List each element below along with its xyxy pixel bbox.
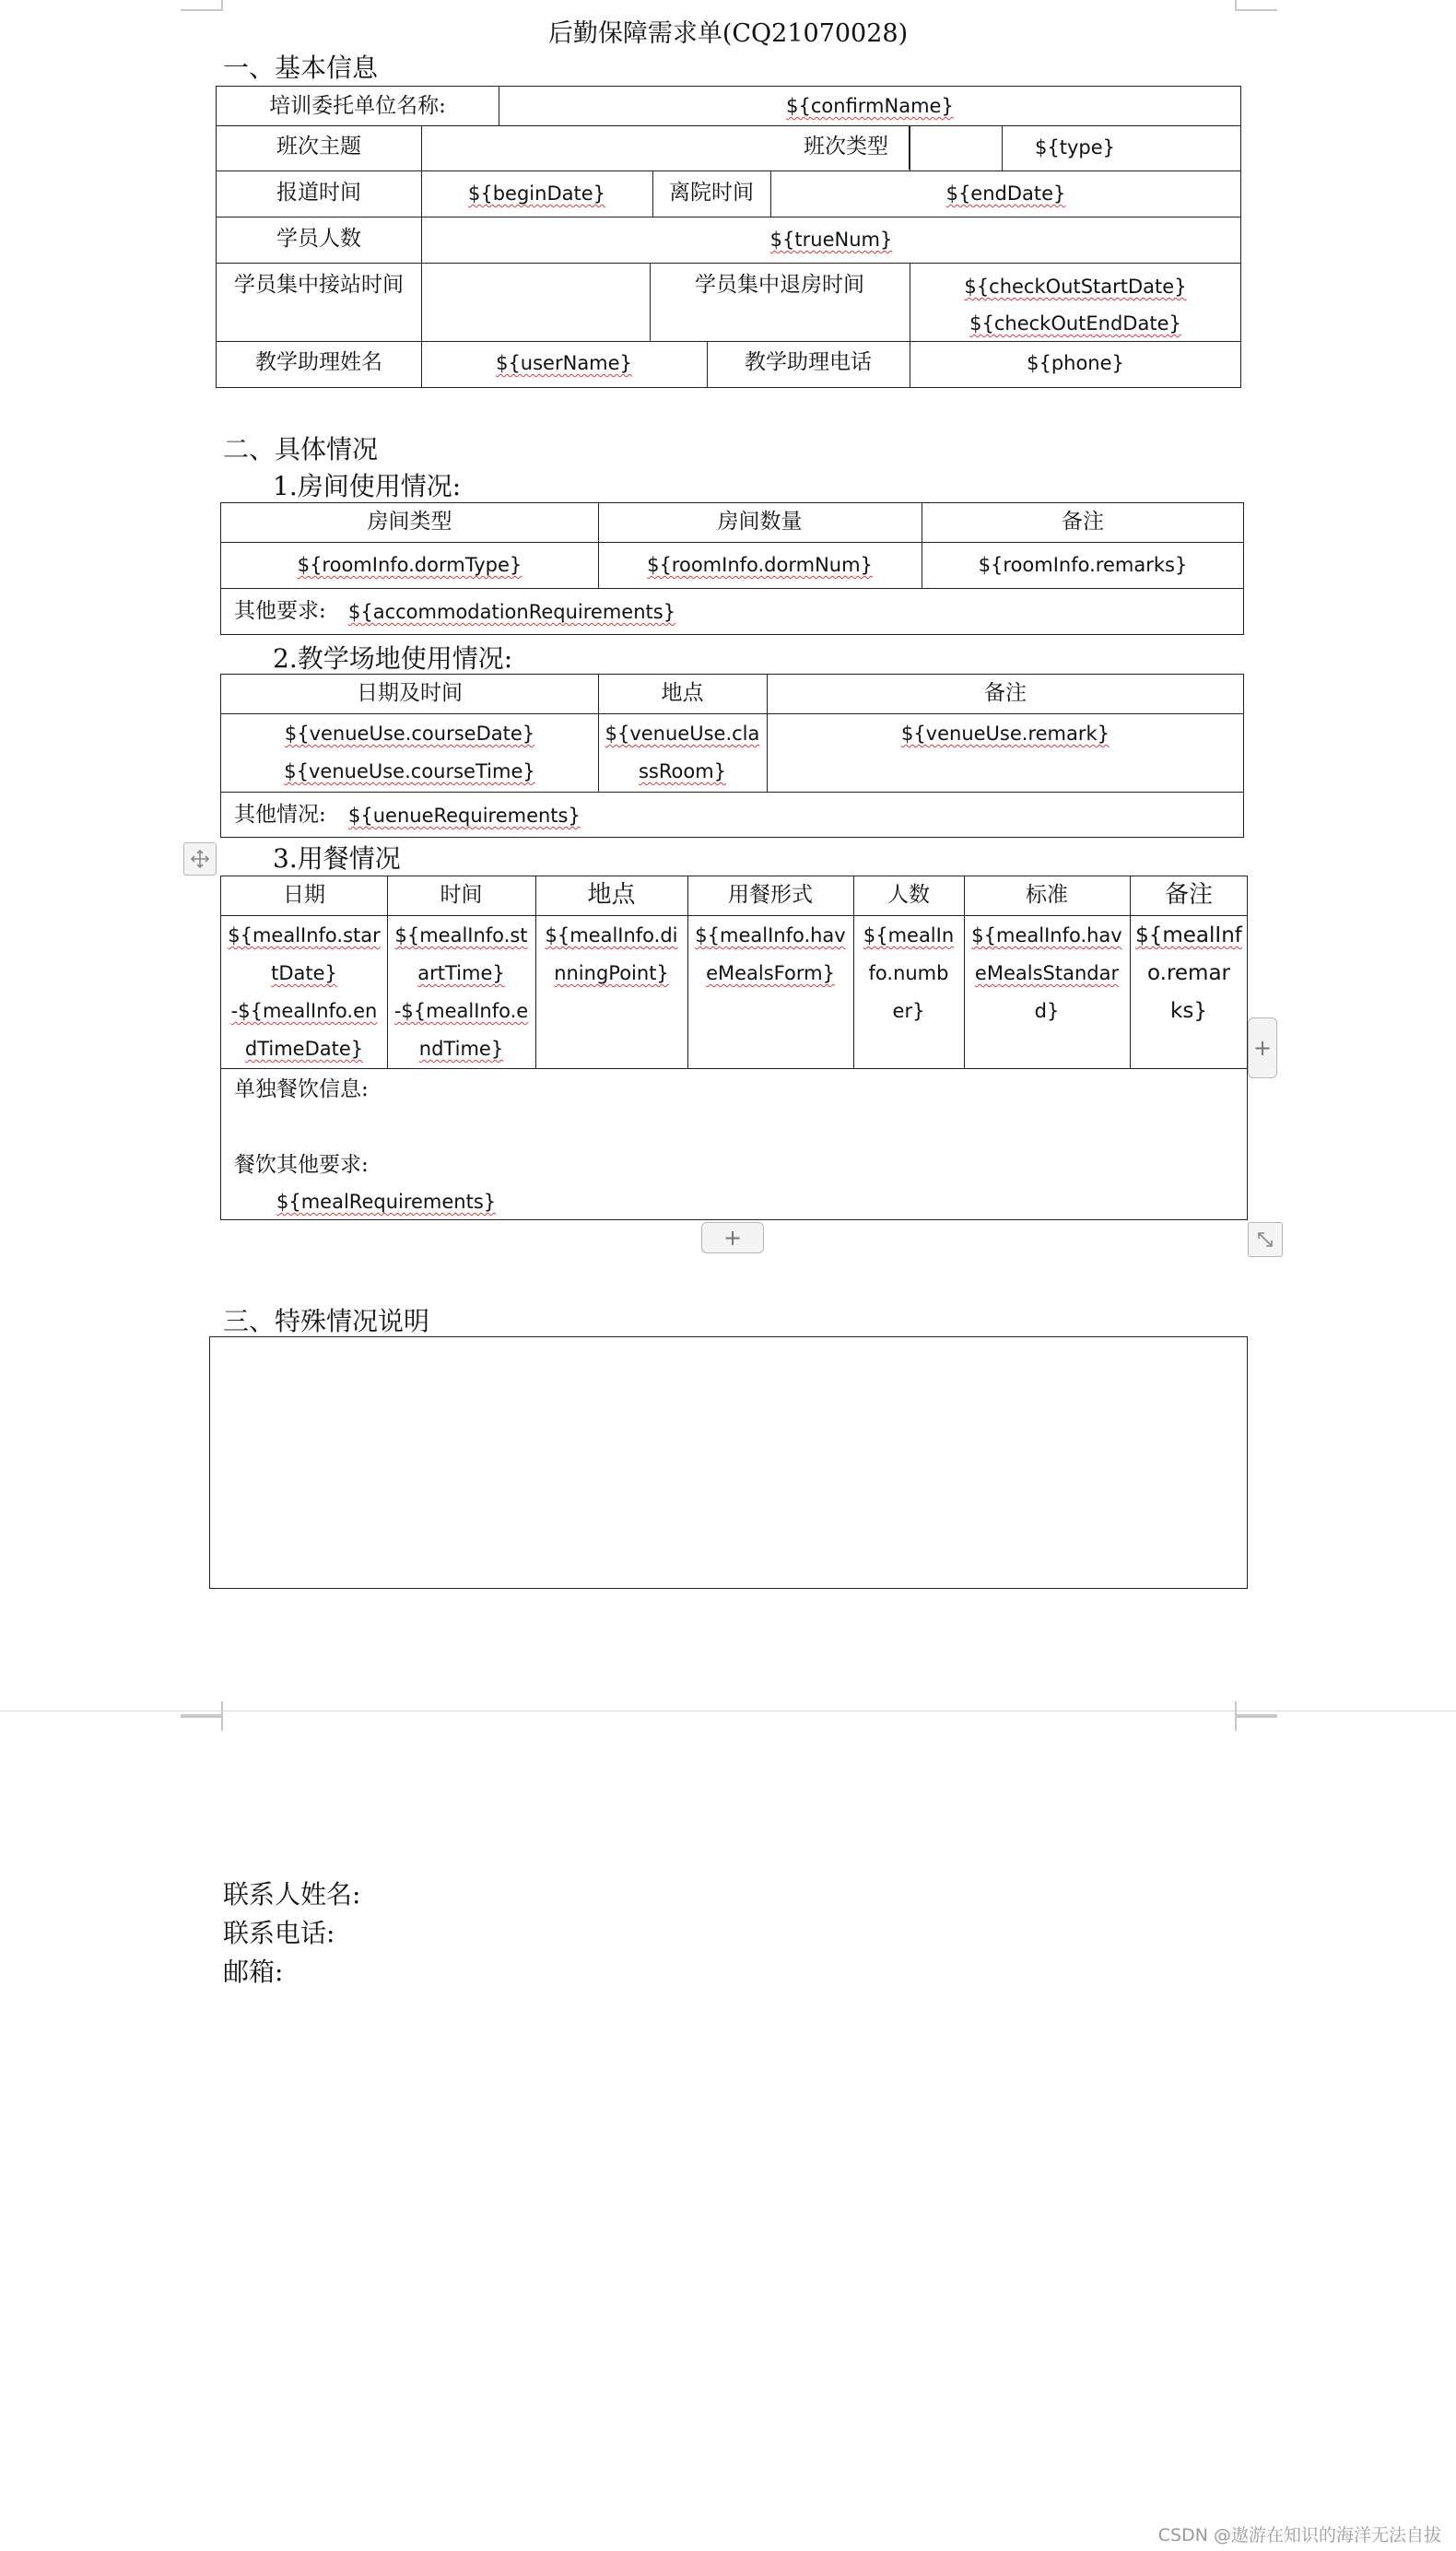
room-cell-count: ${roomInfo.dormNum}: [647, 554, 873, 576]
venue-cell-remark: ${venueUse.remark}: [900, 723, 1110, 745]
meal-header-form: 用餐形式: [728, 883, 813, 907]
value-checkout-time: ${checkOutStartDate} ${checkOutEndDate}: [964, 276, 1187, 335]
value-end-date: ${endDate}: [945, 182, 1066, 205]
room-header-count: 房间数量: [717, 510, 803, 534]
meal-header-place: 地点: [587, 881, 636, 909]
meal-usage-table: [220, 876, 1248, 1220]
section-basic-info-heading: 一、基本信息: [223, 53, 379, 83]
value-confirm-name: ${confirmName}: [786, 95, 954, 117]
venue-header-date: 日期及时间: [357, 681, 463, 705]
meal-header-time: 时间: [440, 883, 483, 907]
page-corner-mark: [181, 0, 223, 11]
section-details-heading: 二、具体情况: [223, 434, 379, 464]
venue-cell-date: ${venueUse.courseDate} ${venueUse.courseTime}: [284, 723, 535, 782]
contact-phone-label: 联系电话:: [223, 1918, 335, 1948]
page-corner-mark: [181, 1701, 223, 1716]
label-end-date: 离院时间: [669, 181, 754, 205]
meal-cell-remark: ${mealInf o.remar ks}: [1135, 923, 1242, 1023]
add-column-button[interactable]: +: [1248, 1017, 1277, 1078]
room-other-label: 其他要求:: [234, 599, 326, 623]
meal-header-remark: 备注: [1164, 881, 1213, 909]
meal-cell-place: ${mealInfo.di nningPoint}: [545, 924, 678, 984]
document-title: 后勤保障需求单(CQ21070028): [547, 19, 909, 48]
watermark: CSDN @遨游在知识的海洋无法自拔: [1157, 2525, 1441, 2545]
meal-single-label: 单独餐饮信息:: [234, 1077, 369, 1101]
value-begin-date: ${beginDate}: [468, 182, 605, 205]
contact-name-label: 联系人姓名:: [223, 1879, 361, 1910]
meal-other-label: 餐饮其他要求:: [234, 1153, 369, 1177]
venue-header-remark: 备注: [984, 681, 1027, 705]
venue-other-value: ${uenueRequirements}: [348, 805, 581, 827]
contact-email-label: 邮箱:: [223, 1957, 284, 1987]
label-confirm-name: 培训委托单位名称:: [269, 94, 446, 118]
room-usage-heading: 1.房间使用情况:: [273, 471, 462, 501]
label-class-theme: 班次主题: [276, 135, 361, 159]
table-move-handle-icon[interactable]: [183, 842, 217, 876]
label-begin-date: 报道时间: [276, 181, 361, 205]
meal-header-standard: 标准: [1026, 883, 1068, 907]
venue-cell-place: ${venueUse.cla ssRoom}: [605, 723, 760, 782]
room-header-remark: 备注: [1062, 510, 1104, 534]
venue-other-label: 其他情况:: [234, 803, 326, 827]
meal-other-value: ${mealRequirements}: [276, 1191, 497, 1213]
room-cell-type: ${roomInfo.dormType}: [297, 554, 523, 576]
value-pickup-time: [421, 263, 650, 341]
page-corner-mark: [181, 1716, 223, 1731]
label-class-type: 班次类型: [804, 135, 888, 159]
room-header-type: 房间类型: [367, 510, 452, 534]
venue-usage-heading: 2.教学场地使用情况:: [273, 643, 513, 674]
meal-usage-heading: 3.用餐情况: [273, 843, 401, 874]
meal-header-count: 人数: [887, 883, 930, 907]
meal-cell-form: ${mealInfo.hav eMealsForm}: [695, 924, 846, 984]
page-corner-mark: [1235, 1701, 1277, 1716]
room-other-value: ${accommodationRequirements}: [348, 601, 676, 623]
room-usage-table: [220, 502, 1244, 635]
room-cell-remark: ${roomInfo.remarks}: [978, 554, 1188, 576]
meal-cell-time: ${mealInfo.st artTime} -${mealInfo.e ndTime}: [393, 924, 529, 1060]
table-resize-handle-icon[interactable]: [1248, 1222, 1283, 1257]
page-corner-mark: [1235, 0, 1277, 11]
label-assistant-name: 教学助理姓名: [255, 350, 382, 374]
value-class-type: ${type}: [1035, 136, 1115, 159]
venue-usage-table: [220, 674, 1244, 838]
value-assistant-name: ${userName}: [496, 352, 632, 374]
meal-cell-date: ${mealInfo.star tDate} -${mealInfo.en dTimeDate}: [228, 924, 381, 1060]
section-special-heading: 三、特殊情况说明: [223, 1306, 430, 1336]
venue-header-place: 地点: [661, 681, 704, 705]
label-true-num: 学员人数: [276, 227, 361, 251]
label-pickup-time: 学员集中接站时间: [234, 273, 404, 297]
meal-header-date: 日期: [283, 883, 325, 907]
label-checkout-time: 学员集中退房时间: [695, 273, 864, 297]
add-row-button[interactable]: +: [701, 1222, 764, 1253]
page-corner-mark: [1235, 1716, 1277, 1731]
value-assistant-phone: ${phone}: [1027, 352, 1124, 374]
meal-cell-standard: ${mealInfo.hav eMealsStandar d}: [971, 924, 1122, 1022]
meal-cell-count: ${mealIn fo.numb er}: [863, 924, 955, 1022]
special-notes-box[interactable]: [209, 1336, 1248, 1589]
label-assistant-phone: 教学助理电话: [745, 350, 872, 374]
value-true-num: ${trueNum}: [769, 229, 893, 251]
